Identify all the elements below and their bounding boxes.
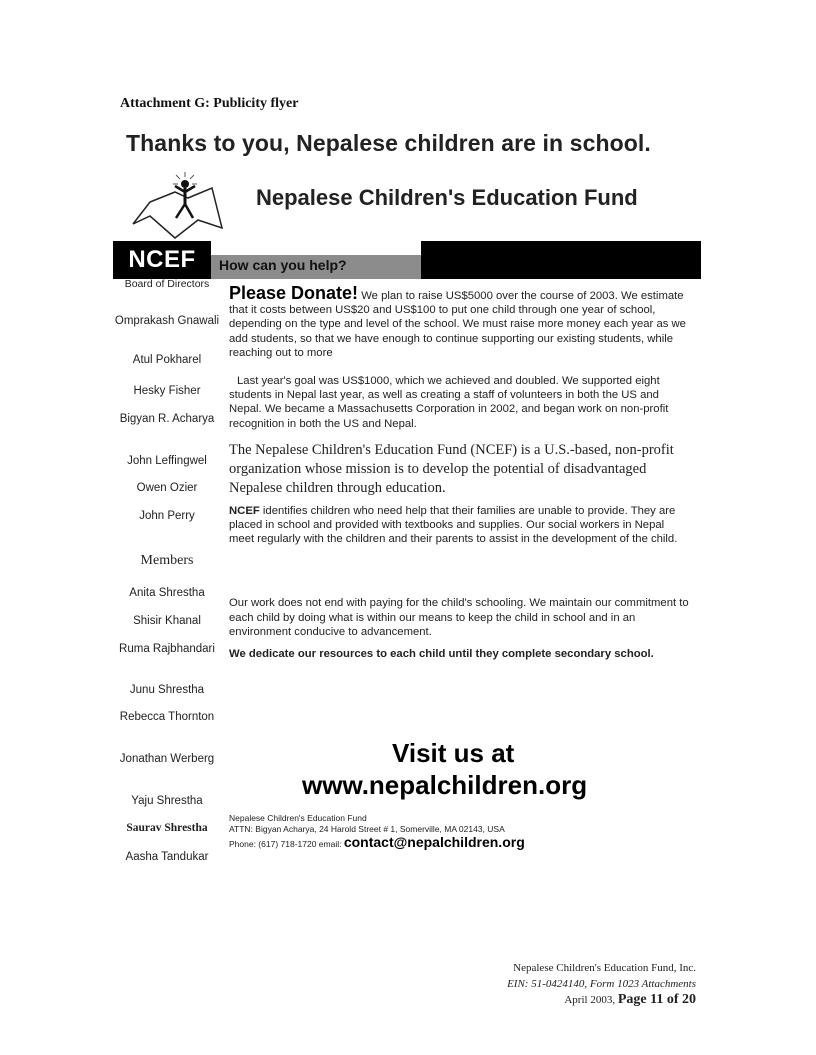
attachment-label: Attachment G: Publicity flyer (120, 96, 299, 111)
donate-text: We plan to raise US$5000 over the course of 2003. We estimate that it costs between US$20 and US$100 to put one child through one year of school, depending on the type and level of the school. We must raise more money each year as we add students, so that we have enough to continue supporting our existing students, while reaching out to more (229, 290, 686, 359)
member: Aasha Tandukar (125, 851, 209, 863)
contact-block (229, 813, 525, 850)
members-heading: Members (140, 553, 194, 568)
ncef-logo (130, 168, 225, 243)
board-member: John Perry (139, 510, 195, 522)
visit-heading: Visit us at (392, 738, 515, 768)
section-banner (113, 241, 701, 279)
page-footer (420, 960, 696, 1008)
footer-date: April 2003, (564, 994, 616, 1006)
banner-acronym: NCEF (113, 241, 211, 279)
mission-paragraph: The Nepalese Children's Education Fund (NCEF) is a U.S.-based, non-profit organization whose mission is to develop the potential of disadvantaged Nepalese children through education. (229, 441, 674, 496)
board-member: Hesky Fisher (133, 385, 201, 397)
organization-name: Nepalese Children's Education Fund (256, 185, 638, 210)
dedicate-paragraph: We dedicate our resources to each child until they complete secondary school. (229, 648, 654, 661)
work-paragraph: Our work does not end with paying for the child's schooling. We maintain our commitment to each child by doing what is within our means to keep the child in school and in an environment conducive to advancement. (229, 597, 689, 638)
contact-phone: Phone: (617) 718-1720 email: (229, 839, 342, 849)
donate-heading: Please Donate! (229, 283, 359, 303)
ncef-label: NCEF (229, 504, 260, 517)
member: Anita Shrestha (129, 587, 205, 599)
flyer-headline: Thanks to you, Nepalese children are in school. (126, 130, 651, 156)
contact-phone-line (229, 834, 525, 850)
board-member: Bigyan R. Acharya (119, 413, 215, 425)
donate-paragraph (229, 283, 689, 360)
website-url[interactable]: www.nepalchildren.org (302, 770, 588, 800)
board-member: John Leffingwel (127, 455, 207, 467)
member: Saurav Shrestha (126, 822, 208, 834)
member: Ruma Rajbhandari (119, 643, 215, 655)
board-heading: Board of Directors (124, 278, 210, 290)
contact-attn: ATTN: Bigyan Acharya, 24 Harold Street # 1, Somerville, MA 02143, USA (229, 823, 505, 834)
member: Rebecca Thornton (119, 711, 215, 723)
banner-section-title: How can you help? (219, 257, 347, 273)
member: Shisir Khanal (133, 615, 201, 627)
contact-email[interactable]: contact@nepalchildren.org (343, 834, 525, 850)
main-content (229, 283, 689, 661)
footer-org: Nepalese Children's Education Fund, Inc. (513, 962, 696, 974)
member: Jonathan Werberg (119, 753, 215, 765)
footer-ein: EIN: 51-0424140, Form 1023 Attachments (507, 978, 696, 990)
banner-black-band (421, 241, 701, 279)
board-member: Atul Pokharel (132, 354, 202, 366)
contact-org: Nepalese Children's Education Fund (229, 813, 367, 823)
member: Yaju Shrestha (131, 795, 203, 807)
footer-page-number: Page 11 of 20 (617, 992, 696, 1007)
ncef-text: identifies children who need help that their families are unable to provide. They are placed in school and provided with textbooks and supplies. Our social workers in Nepal meet regularly with the children and their parents to assist in the development of the child. (229, 504, 678, 546)
board-member: Omprakash Gnawali (114, 315, 220, 327)
ncef-paragraph (229, 504, 689, 547)
last-year-paragraph: Last year's goal was US$1000, which we achieved and doubled. We supported eight students in Nepal last year, as well as creating a staff of volunteers in both the US and Nepal. We became a Massachusetts Corporation in 2002, and began work on non-profit recognition in both the US and Nepal. (229, 375, 669, 430)
member: Junu Shrestha (129, 684, 205, 696)
board-member: Owen Ozier (136, 482, 198, 494)
